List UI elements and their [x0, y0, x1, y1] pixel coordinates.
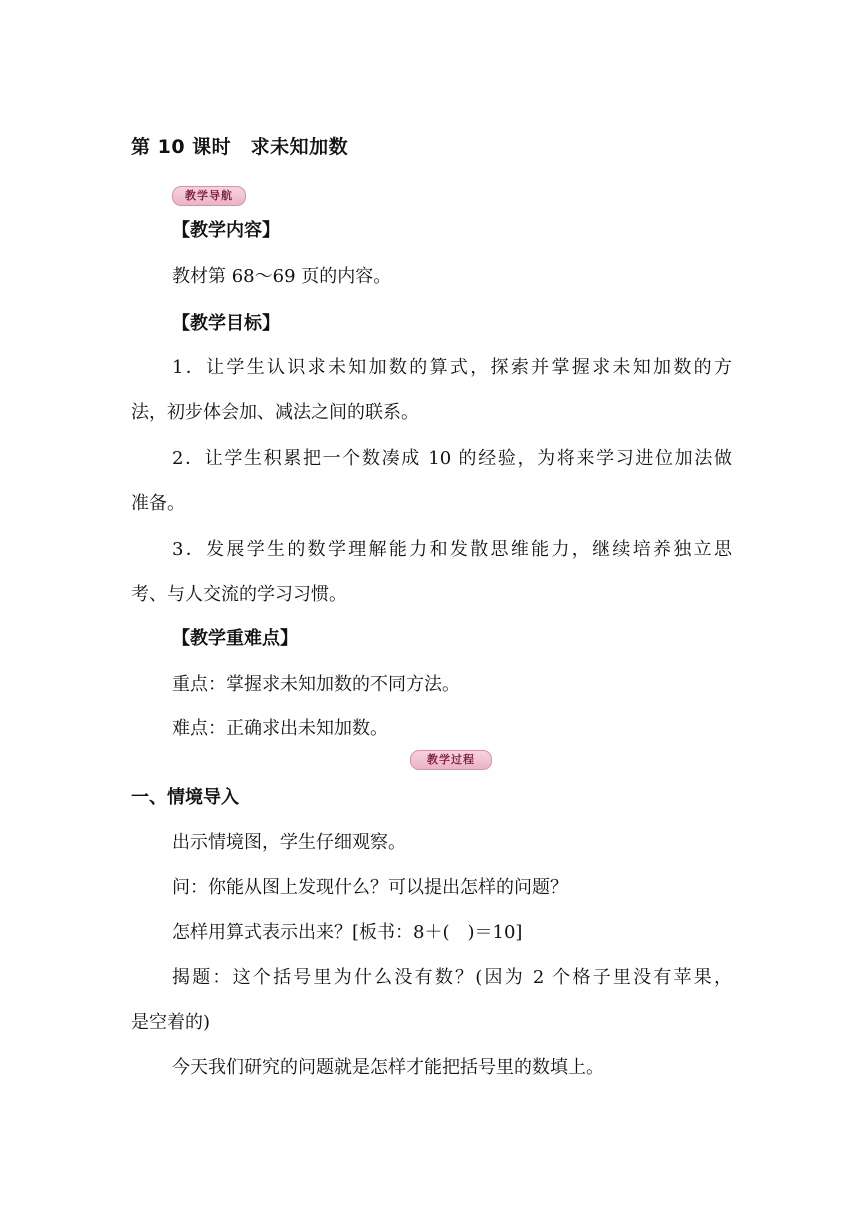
process-paragraph-2: 问：你能从图上发现什么？可以提出怎样的问题？ — [172, 877, 568, 898]
goal1-line1: 1．让学生认识求未知加数的算式，探索并掌握求未知加数的方 — [172, 357, 732, 378]
goal3-line1: 3．发展学生的数学理解能力和发散思维能力，继续培养独立思 — [172, 539, 732, 560]
key-heading: 【教学重难点】 — [172, 628, 298, 649]
goal3-line2: 考、与人交流的学习习惯。 — [131, 584, 347, 605]
lesson-title: 第 10 课时 求未知加数 — [131, 136, 349, 158]
goal1-line2: 法，初步体会加、减法之间的联系。 — [131, 402, 419, 423]
part1-heading: 一、情境导入 — [131, 787, 239, 808]
process-paragraph-1: 出示情境图，学生仔细观察。 — [172, 832, 406, 853]
teaching-guide-badge: 教学导航 — [172, 186, 246, 206]
goals-heading: 【教学目标】 — [172, 313, 280, 334]
process-paragraph-5: 今天我们研究的问题就是怎样才能把括号里的数填上。 — [172, 1057, 604, 1078]
key-point: 重点：掌握求未知加数的不同方法。 — [172, 674, 460, 695]
goal2-line1: 2．让学生积累把一个数凑成 10 的经验，为将来学习进位加法做 — [172, 448, 732, 469]
process-paragraph-4-line2: 是空着的) — [131, 1012, 211, 1033]
process-paragraph-3: 怎样用算式表示出来？[板书：8＋( )＝10] — [172, 922, 523, 943]
difficult-point: 难点：正确求出未知加数。 — [172, 718, 388, 739]
process-paragraph-4-line1: 揭题：这个括号里为什么没有数？(因为 2 个格子里没有苹果， — [172, 967, 732, 988]
content-heading: 【教学内容】 — [172, 220, 280, 241]
content-text: 教材第 68～69 页的内容。 — [172, 266, 392, 287]
goal2-line2: 准备。 — [131, 493, 185, 514]
teaching-process-badge: 教学过程 — [410, 750, 492, 770]
